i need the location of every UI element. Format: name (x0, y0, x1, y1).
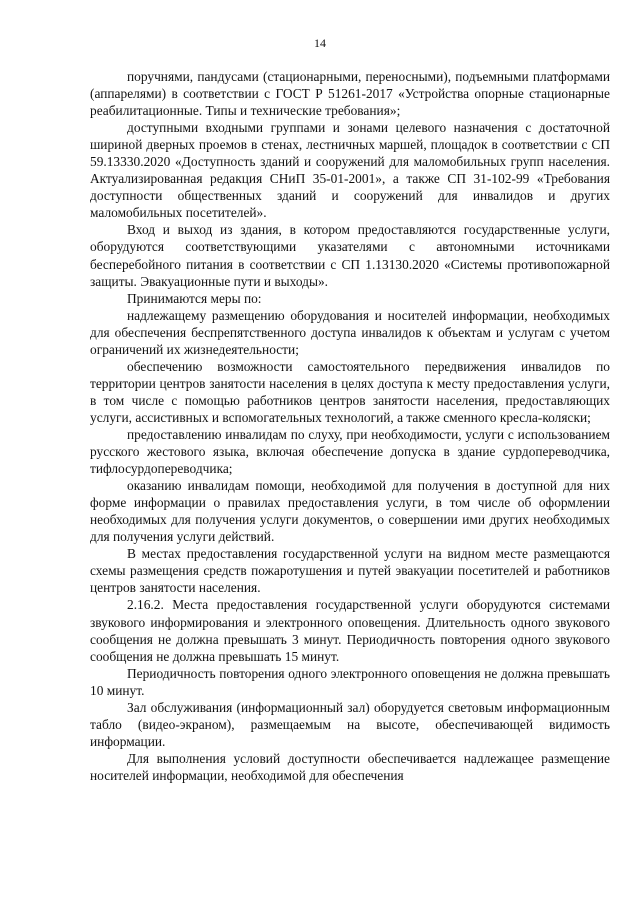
paragraph: Для выполнения условий доступности обеспечивается надлежащее размещение носителей информации, необходимой для обеспечения (90, 750, 610, 783)
page-body (90, 68, 610, 784)
paragraph: Зал обслуживания (информационный зал) оборудуется световым информационным табло (видео-экраном), размещаемым на высоте, обеспечивающей видимость информации. (90, 699, 610, 749)
paragraph: Периодичность повторения одного электронного оповещения не должна превышать 10 минут. (90, 665, 610, 698)
paragraph: оказанию инвалидам помощи, необходимой для получения в доступной для них форме информации о правилах предоставления услуги, в том числе об оформлении необходимых для получения услуги документов, о совершении ими других необходимых для получения услуги действий. (90, 478, 610, 545)
paragraph: предоставлению инвалидам по слуху, при необходимости, услуги с использованием русского жестового языка, включая обеспечение допуска в здание сурдопереводчика, тифлосурдопереводчика; (90, 426, 610, 477)
paragraph: обеспечению возможности самостоятельного передвижения инвалидов по территории центров занятости населения в целях доступа к месту предоставления услуги, в том числе с помощью работников центров занятости населения, предоставляющих услуги, ассистивных и вспомогательных технологий, а также сменного кресла-коляски; (90, 358, 610, 425)
paragraph: доступными входными группами и зонами целевого назначения с достаточной шириной дверных проемов в стенах, лестничных маршей, площадок в соответствии с СП 59.13330.2020 «Доступность зданий и сооружений для маломобильных групп населения. Актуализированная редакция СНиП 35-01-2001», а также СП 31-102-99 «Требования доступности общественных зданий и сооружений для инвалидов и других маломобильных посетителей». (90, 120, 610, 221)
paragraph: поручнями, пандусами (стационарными, переносными), подъемными платформами (аппарелями) в соответствии с ГОСТ Р 51261-2017 «Устройства опорные стационарные реабилитационные. Типы и технические требования»; (90, 69, 610, 119)
paragraph: Вход и выход из здания, в котором предоставляются государственные услуги, оборудуются соответствующими указателями с автономными источниками бесперебойного питания в соответствии с СП 1.13130.2020 «Системы противопожарной защиты. Эвакуационные пути и выходы». (90, 222, 610, 289)
paragraph: надлежащему размещению оборудования и носителей информации, необходимых для обеспечения беспрепятственного доступа инвалидов к объектам и услугам с учетом ограничений их жизнедеятельности; (90, 307, 610, 357)
paragraph: Принимаются меры по: (127, 290, 262, 306)
paragraph: В местах предоставления государственной услуги на видном месте размещаются схемы размещения средств пожаротушения и путей эвакуации посетителей и работников центров занятости населения. (90, 546, 610, 596)
page-number: 14 (314, 36, 326, 50)
paragraph: 2.16.2. Места предоставления государственной услуги оборудуются системами звукового информирования и электронного оповещения. Длительность одного звукового сообщения не должна превышать 3 минут. Периодичность повторения одного звукового сообщения не должна превышать 15 минут. (90, 597, 610, 664)
